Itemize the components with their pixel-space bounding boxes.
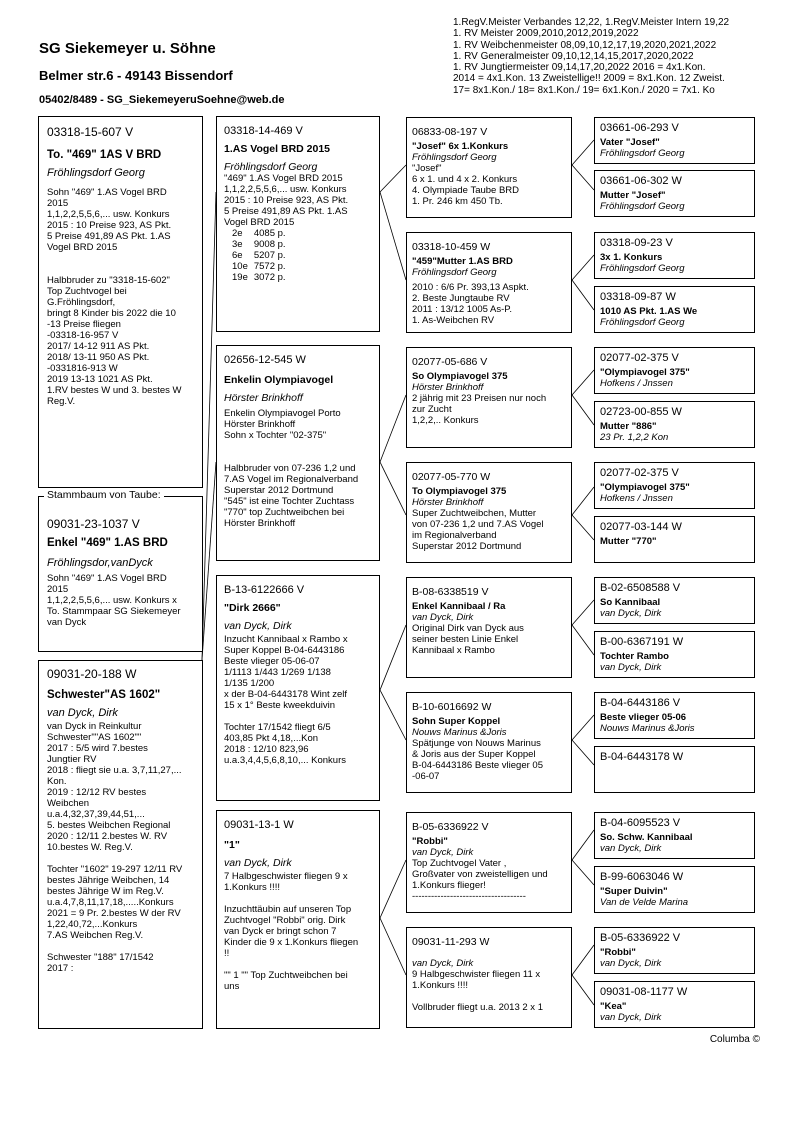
ring-number: 06833-08-197 V — [412, 126, 488, 138]
info-line: Hörster Brinkhoff — [224, 419, 296, 430]
pigeon-name: "Olympiavogel 375" — [600, 482, 690, 493]
owner-name: Hörster Brinkhoff — [224, 392, 303, 404]
info-line: Top Zuchtvogel bei — [47, 286, 127, 297]
grandparent-card — [406, 462, 572, 563]
info-line — [224, 452, 372, 463]
results-table — [232, 228, 292, 283]
info-line: bestes Jährige Weibchen, 14 — [47, 875, 170, 886]
owner-name: Fröhlingsdor,vanDyck — [47, 557, 153, 569]
owner-name: Fröhlingsdorf Georg — [412, 152, 497, 163]
info-line: Top Zuchtvogel Vater , — [412, 858, 507, 869]
info-line: Tochter "1602" 19-297 12/11 RV — [47, 864, 183, 875]
owner-name: Nouws Marinus &Joris — [600, 723, 695, 734]
owner-name: Fröhlingsdorf Georg — [224, 161, 318, 173]
ring-number: 02077-05-686 V — [412, 356, 488, 368]
info-line: 1,22,40,72,...Konkurs — [47, 919, 138, 930]
result-row — [232, 250, 292, 261]
ring-number: 09031-11-293 W — [412, 936, 490, 948]
info-line: Inzucht Kannibaal x Rambo x — [224, 634, 348, 645]
pigeon-name: "Olympiavogel 375" — [600, 367, 690, 378]
info-line: Kon. — [47, 776, 67, 787]
info-line: 1,1,2,2,5,5,6,... usw. Konkurs — [224, 184, 347, 195]
result-place: 19e — [232, 272, 248, 283]
ring-number: 02077-03-144 W — [600, 521, 682, 533]
info-line: 7 Halbgeschwister fliegen 9 x — [224, 871, 348, 882]
pigeon-name: Mutter "770" — [600, 536, 657, 547]
info-line: 10.bestes W. Reg.V. — [47, 842, 133, 853]
info-line: 1.RV bestes W und 3. bestes W — [47, 385, 182, 396]
owner-name: 23 Pr. 1,2,2 Kon — [600, 432, 669, 443]
info-line: x der B-04-6443178 Wint zelf — [224, 689, 348, 700]
info-line: 2011 : 13/12 1005 As-P. — [412, 304, 513, 315]
result-points: 7572 p. — [253, 261, 286, 272]
info-line: 2015 — [47, 584, 69, 595]
info-line: Sohn "469" 1.AS Vogel BRD — [47, 573, 167, 584]
loft-address: Belmer str.6 - 49143 Bissendorf — [39, 68, 233, 83]
grandparent-card — [406, 692, 572, 793]
grandparent-card — [406, 232, 572, 333]
ring-number: 03318-10-459 W — [412, 241, 491, 253]
info-line: Superstar 2012 Dortmund — [412, 541, 522, 552]
pigeon-name: "Super Duivin" — [600, 886, 668, 897]
pigeon-name: "Robbi" — [600, 947, 636, 958]
owner-name: Hörster Brinkhoff — [412, 497, 484, 508]
great-grandparent-card — [594, 286, 755, 333]
owner-name: van Dyck, Dirk — [412, 612, 474, 623]
pigeon-name: Enkelin Olympiavogel — [224, 374, 334, 386]
owner-name: van Dyck, Dirk — [47, 707, 118, 719]
pigeon-name: Schwester"AS 1602" — [47, 689, 161, 701]
info-line: 1/1113 1/443 1/269 1/138 — [224, 667, 331, 678]
info-line: Großvater von zweistelligen und — [412, 869, 548, 880]
achievement-line: 17= 8x1.Kon./ 18= 8x1.Kon./ 19= 6x1.Kon./ 2020 = 7x1. Ko — [453, 84, 715, 96]
ring-number: 03318-09-87 W — [600, 291, 676, 303]
result-points: 5207 p. — [253, 250, 286, 261]
info-line: bringt 8 Kinder bis 2022 die 10 — [47, 308, 176, 319]
grandparent-card — [406, 347, 572, 448]
great-grandparent-card — [594, 631, 755, 678]
ring-number: B-02-6508588 V — [600, 582, 681, 594]
info-line: Spätjunge von Nouws Marinus — [412, 738, 541, 749]
great-grandparent-card — [594, 232, 755, 279]
ring-number: B-10-6016692 W — [412, 701, 492, 713]
info-line — [224, 893, 372, 904]
info-line: -13 Preise fliegen — [47, 319, 121, 330]
pigeon-name: Tochter Rambo — [600, 651, 669, 662]
info-line: G.Fröhlingsdorf, — [47, 297, 116, 308]
pigeon-name: Beste vlieger 05-06 — [600, 712, 687, 723]
info-line: "" 1 "" Top Zuchtweibchen bei — [224, 970, 348, 981]
owner-name: van Dyck, Dirk — [600, 608, 662, 619]
info-line: B-04-6443186 Beste vlieger 05 — [412, 760, 543, 771]
info-line: 6 x 1. und 4 x 2. Konkurs — [412, 174, 518, 185]
pigeon-name: Enkel "469" 1.AS BRD — [47, 537, 168, 549]
info-line: 1.Konkurs !!!! — [412, 980, 468, 991]
info-line: 2018 : fliegt sie u.a. 3,7,11,27,... — [47, 765, 182, 776]
stammbaum-label: Stammbaum von Taube: — [44, 489, 164, 501]
info-line: Reg.V. — [47, 396, 76, 407]
info-line: 5 Preise 491,89 AS Pkt. 1.AS — [224, 206, 348, 217]
great-grandparent-card — [594, 462, 755, 509]
info-line: ------------------------------------ — [412, 891, 526, 902]
pigeon-name: "Josef" 6x 1.Konkurs — [412, 141, 509, 152]
achievement-line: 2014 = 4x1.Kon. 13 Zweistellige!! 2009 = 8x1.Kon. 12 Zweist. — [453, 73, 725, 85]
info-line: Jungtier RV — [47, 754, 97, 765]
info-line: 1,1,2,2,5,5,6,... usw. Konkurs — [47, 209, 170, 220]
info-line: Superstar 2012 Dortmund — [224, 485, 334, 496]
result-points: 3072 p. — [253, 272, 286, 283]
owner-name: van Dyck, Dirk — [600, 843, 662, 854]
info-line: Beste vlieger 05-06-07 — [224, 656, 320, 667]
info-line: Zuchtvogel "Robbi" orig. Dirk — [224, 915, 346, 926]
info-line — [224, 441, 372, 452]
great-grandparent-card — [594, 170, 755, 217]
info-line — [224, 711, 372, 722]
ring-number: 02077-05-770 W — [412, 471, 491, 483]
achievement-line: 1. RV Meister 2009,2010,2012,2019,2022 — [453, 28, 639, 40]
pigeon-main-card — [38, 116, 203, 488]
info-line: 4. Olympiade Taube BRD — [412, 185, 520, 196]
achievement-line: 1. RV Generalmeister 09,10,12,14,15,2017,2020,2022 — [453, 50, 694, 62]
pigeon-name: "Robbi" — [412, 836, 448, 847]
ring-number: 09031-08-1177 W — [600, 986, 688, 998]
ring-number: 02077-02-375 V — [600, 352, 679, 364]
pigeon-name: So Kannibaal — [600, 597, 661, 608]
owner-name: Hofkens / Jnssen — [600, 378, 673, 389]
info-line: bestes Jährige W im Reg.V. — [47, 886, 164, 897]
achievement-line: 1. RV Weibchenmeister 08,09,10,12,17,19,2020,2021,2022 — [453, 39, 717, 51]
info-line: Inzuchttäubin auf unseren Top — [224, 904, 352, 915]
info-line: 2019 13-13 1021 AS Pkt. — [47, 374, 153, 385]
pigeon-name: Mutter "886" — [600, 421, 657, 432]
info-line: 2020 : 12/11 2.bestes W. RV — [47, 831, 168, 842]
owner-name: van Dyck, Dirk — [412, 958, 474, 969]
great-grandparent-card — [594, 692, 755, 739]
info-line: 403,85 Pkt 4,18,...Kon — [224, 733, 319, 744]
ring-number: 02656-12-545 W — [224, 354, 306, 366]
pigeon-name: "459"Mutter 1.AS BRD — [412, 256, 513, 267]
great-grandparent-card — [594, 866, 755, 913]
parent-card-dam-dam — [216, 810, 380, 1029]
info-line: Schwester "188" 17/1542 — [47, 952, 154, 963]
owner-name: Fröhlingsdorf Georg — [412, 267, 497, 278]
stammbaum-card — [38, 496, 203, 652]
owner-name: Fröhlingsdorf Georg — [600, 263, 685, 274]
pigeon-name: 1.AS Vogel BRD 2015 — [224, 143, 331, 155]
info-line: -0331816-913 W — [47, 363, 118, 374]
info-line: van Dyck — [47, 617, 87, 628]
info-line: 2018/ 13-11 950 AS Pkt. — [47, 352, 150, 363]
great-grandparent-card — [594, 577, 755, 624]
info-line: 1. As-Weibchen RV — [412, 315, 495, 326]
pigeon-sister-card — [38, 660, 203, 1029]
info-line: 1. Pr. 246 km 450 Tb. — [412, 196, 503, 207]
ring-number: B-04-6095523 V — [600, 817, 681, 829]
pigeon-name: "1" — [224, 839, 240, 851]
info-line: 2019 : 12/12 RV bestes — [47, 787, 147, 798]
grandparent-card — [406, 577, 572, 678]
info-line: Kinder die 9 x 1.Konkurs fliegen — [224, 937, 359, 948]
info-line: & Joris aus der Super Koppel — [412, 749, 536, 760]
info-line: 1/135 1/200 — [224, 678, 275, 689]
owner-name: van Dyck, Dirk — [600, 1012, 662, 1023]
info-line: u.a.4,7,8,11,17,18,.....Konkurs — [47, 897, 174, 908]
result-points: 4085 p. — [253, 228, 286, 239]
owner-name: Fröhlingsdorf Georg — [600, 317, 685, 328]
ring-number: B-08-6338519 V — [412, 586, 489, 598]
info-line: Vollbruder fliegt u.a. 2013 2 x 1 — [412, 1002, 543, 1013]
info-line: 5. bestes Weibchen Regional — [47, 820, 171, 831]
ring-number: B-13-6122666 V — [224, 584, 305, 596]
info-line — [47, 264, 194, 275]
achievement-line: 1. RV Jungtiermeister 09,14,17,20,2022 2016 = 4x1.Kon. — [453, 62, 706, 74]
result-row — [232, 239, 292, 250]
pigeon-name: "Kea" — [600, 1001, 627, 1012]
info-line: im Regionalverband — [412, 530, 497, 541]
info-line: 2015 — [47, 198, 69, 209]
owner-name: van Dyck, Dirk — [412, 847, 474, 858]
result-row — [232, 261, 292, 272]
owner-name: Fröhlingsdorf Georg — [600, 201, 685, 212]
info-line: 5 Preise 491,89 AS Pkt. 1.AS — [47, 231, 171, 242]
great-grandparent-card — [594, 981, 755, 1028]
info-line: 9 Halbgeschwister fliegen 11 x — [412, 969, 541, 980]
info-line — [47, 941, 194, 952]
ring-number: 02723-00-855 W — [600, 406, 682, 418]
pigeon-name: To. "469" 1AS V BRD — [47, 149, 162, 161]
info-line: To. Stammpaar SG Siekemeyer — [47, 606, 181, 617]
info-line: 1.Konkurs !!!! — [224, 882, 280, 893]
info-line: -03318-16-957 V — [47, 330, 119, 341]
info-line: 2017 : 5/5 wird 7.bestes — [47, 743, 148, 754]
info-line — [47, 253, 194, 264]
great-grandparent-card — [594, 117, 755, 164]
parent-card-sire-dam — [216, 575, 380, 801]
info-line: "Josef" — [412, 163, 442, 174]
result-place: 10e — [232, 261, 248, 272]
grandparent-card — [406, 927, 572, 1028]
pigeon-name: Sohn Super Koppel — [412, 716, 501, 727]
info-line: Kannibaal x Rambo — [412, 645, 495, 656]
great-grandparent-card — [594, 401, 755, 448]
info-line: 1.Konkurs flieger! — [412, 880, 486, 891]
ring-number: 02077-02-375 V — [600, 467, 679, 479]
info-line: seiner besten Linie Enkel — [412, 634, 519, 645]
ring-number: B-00-6367191 W — [600, 636, 684, 648]
info-line: Super Zuchtweibchen, Mutter — [412, 508, 537, 519]
info-line: 2017/ 14-12 911 AS Pkt. — [47, 341, 150, 352]
result-row — [232, 272, 292, 283]
info-line: 7.AS Weibchen Reg.V. — [47, 930, 144, 941]
info-line: Weibchen — [47, 798, 90, 809]
info-line: Sohn "469" 1.AS Vogel BRD — [47, 187, 167, 198]
info-line: Hörster Brinkhoff — [224, 518, 296, 529]
info-line: 15 x 1° Beste kweekduivin — [224, 700, 335, 711]
ring-number: B-04-6443186 V — [600, 697, 681, 709]
info-line: 2 jährig mit 23 Preisen nur noch — [412, 393, 547, 404]
ring-number: 09031-20-188 W — [47, 667, 137, 681]
ring-number: B-99-6063046 W — [600, 871, 684, 883]
owner-name: Nouws Marinus &Joris — [412, 727, 507, 738]
info-line: Enkelin Olympiavogel Porto — [224, 408, 341, 419]
info-line: Schwester""AS 1602"" — [47, 732, 142, 743]
loft-name: SG Siekemeyer u. Söhne — [39, 40, 216, 57]
ring-number: 09031-23-1037 V — [47, 517, 140, 531]
owner-name: Hofkens / Jnssen — [600, 493, 673, 504]
info-line: von 07-236 1,2 und 7.AS Vogel — [412, 519, 544, 530]
ring-number: 03318-15-607 V — [47, 125, 134, 139]
info-line: "469" 1.AS Vogel BRD 2015 — [224, 173, 343, 184]
owner-name: Fröhlingsdorf Georg — [600, 148, 685, 159]
info-line: Halbbruder von 07-236 1,2 und — [224, 463, 356, 474]
great-grandparent-card — [594, 927, 755, 974]
pigeon-name: 1010 AS Pkt. 1.AS We — [600, 306, 698, 317]
pigeon-name: So. Schw. Kannibaal — [600, 832, 693, 843]
info-line: 2021 = 9 Pr. 2.bestes W der RV — [47, 908, 181, 919]
info-line: 2010 : 6/6 Pr. 393,13 Aspkt. — [412, 282, 529, 293]
great-grandparent-card — [594, 516, 755, 563]
owner-name: van Dyck, Dirk — [600, 662, 662, 673]
result-row — [232, 228, 292, 239]
parent-card-sire — [216, 116, 380, 332]
info-line: 2015 : 10 Preise 923, AS Pkt. — [47, 220, 172, 231]
info-line: Tochter 17/1542 fliegt 6/5 — [224, 722, 331, 733]
owner-name: van Dyck, Dirk — [224, 857, 292, 869]
pigeon-name: 3x 1. Konkurs — [600, 252, 663, 263]
info-line: 1,2,2,.. Konkurs — [412, 415, 479, 426]
info-line: uns — [224, 981, 240, 992]
info-line: "545" ist eine Tochter Zuchtass — [224, 496, 355, 507]
info-line: Vogel BRD 2015 — [224, 217, 295, 228]
info-line: Vogel BRD 2015 — [47, 242, 118, 253]
result-place: 6e — [232, 250, 243, 261]
info-line: -06-07 — [412, 771, 440, 782]
result-place: 2e — [232, 228, 243, 239]
owner-name: van Dyck, Dirk — [600, 958, 662, 969]
info-line: van Dyck er bringt schon 7 — [224, 926, 337, 937]
owner-name: van Dyck, Dirk — [224, 620, 292, 632]
ring-number: 03318-09-23 V — [600, 237, 673, 249]
loft-contact: 05402/8489 - SG_SiekemeyeruSoehne@web.de — [39, 94, 285, 106]
owner-name: Van de Velde Marina — [600, 897, 689, 908]
info-line: 2015 : 10 Preise 923, AS Pkt. — [224, 195, 349, 206]
info-line: Halbbruder zu "3318-15-602" — [47, 275, 170, 286]
result-points: 9008 p. — [253, 239, 286, 250]
info-line: 2018 : 12/10 823,96 — [224, 744, 309, 755]
info-line — [412, 991, 566, 1002]
grandparent-card — [406, 117, 572, 218]
ring-number: B-05-6336922 V — [600, 932, 681, 944]
info-line: van Dyck in Reinkultur — [47, 721, 142, 732]
info-line: 2017 : — [47, 963, 74, 974]
info-line: "770" top Zuchtweibchen bei — [224, 507, 345, 518]
pigeon-name: Vater "Josef" — [600, 137, 660, 148]
great-grandparent-card — [594, 347, 755, 394]
grandparent-card — [406, 812, 572, 913]
info-line — [47, 853, 194, 864]
info-line: u.a.3,4,4,5,6,8,10,... Konkurs — [224, 755, 346, 766]
ring-number: 03661-06-293 V — [600, 122, 679, 134]
info-line: !! — [224, 948, 230, 959]
info-line: 2. Beste Jungtaube RV — [412, 293, 510, 304]
result-place: 3e — [232, 239, 243, 250]
achievement-line: 1.RegV.Meister Verbandes 12,22, 1.RegV.Meister Intern 19,22 — [453, 17, 730, 28]
ring-number: B-04-6443178 W — [600, 751, 684, 763]
pigeon-name: "Dirk 2666" — [224, 602, 281, 614]
great-grandparent-card — [594, 812, 755, 859]
footer-credit: Columba © — [709, 1034, 760, 1045]
pigeon-name: Mutter "Josef" — [600, 190, 666, 201]
ring-number: 09031-13-1 W — [224, 819, 294, 831]
info-line — [224, 959, 372, 970]
pigeon-name: Enkel Kannibaal / Ra — [412, 601, 506, 612]
info-line: u.a.4,32,37,39,44,51,... — [47, 809, 145, 820]
info-line: 1,1,2,2,5,5,6,... usw. Konkurs x — [47, 595, 177, 606]
pigeon-name: So Olympiavogel 375 — [412, 371, 508, 382]
ring-number: B-05-6336922 V — [412, 821, 489, 833]
info-line: Super Koppel B-04-6443186 — [224, 645, 345, 656]
ring-number: 03661-06-302 W — [600, 175, 682, 187]
parent-card-dam — [216, 345, 380, 561]
info-line: zur Zucht — [412, 404, 452, 415]
info-line: Sohn x Tochter "02-375" — [224, 430, 327, 441]
owner-name: Hörster Brinkhoff — [412, 382, 484, 393]
great-grandparent-card — [594, 746, 755, 793]
ring-number: 03318-14-469 V — [224, 125, 303, 137]
info-line: Original Dirk van Dyck aus — [412, 623, 524, 634]
pigeon-name: To Olympiavogel 375 — [412, 486, 507, 497]
owner-name: Fröhlingsdorf Georg — [47, 167, 145, 179]
info-line: 7.AS Vogel im Regionalverband — [224, 474, 359, 485]
